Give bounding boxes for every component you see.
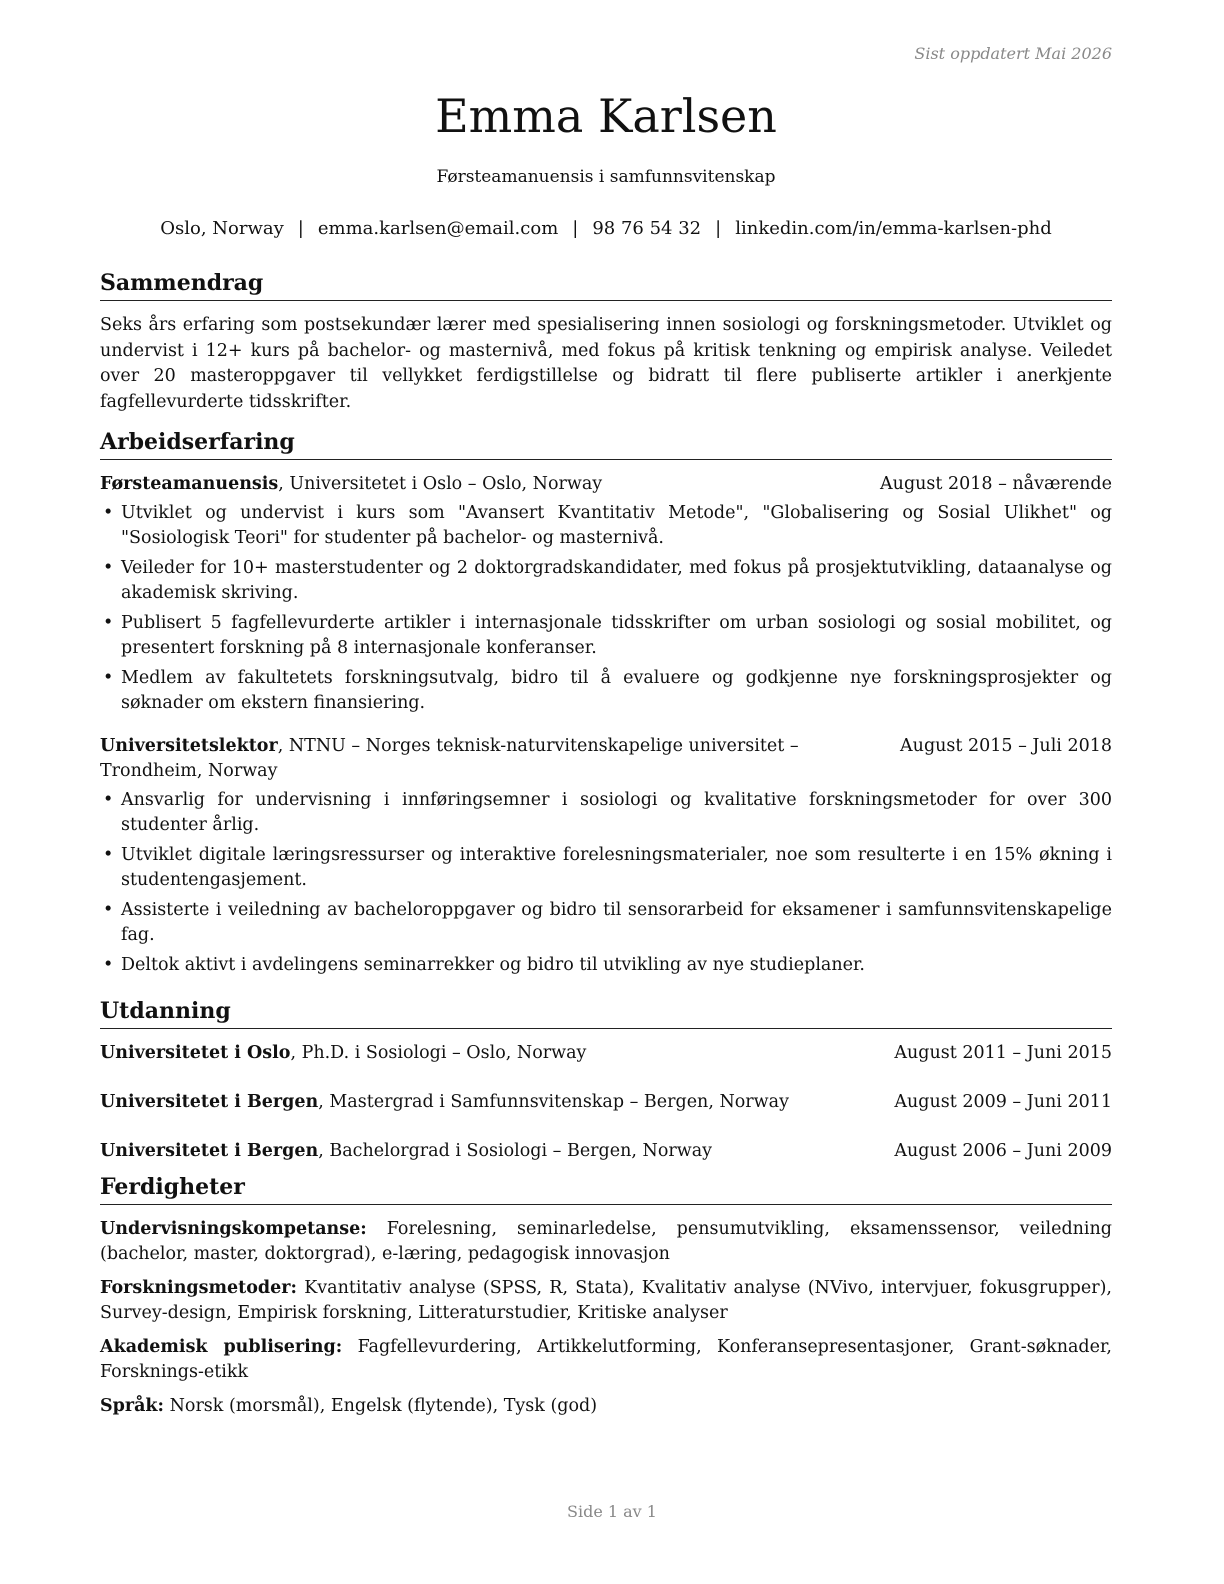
education-entry — [100, 1139, 1112, 1164]
job-entry — [100, 734, 1112, 978]
education-date: August 2006 – Juni 2009 — [894, 1141, 1112, 1161]
bullet-dot-icon: • — [103, 845, 114, 865]
contact-line — [100, 218, 1112, 239]
skill-label: Akademisk publisering: — [100, 1337, 343, 1357]
contact-phone: 98 76 54 32 — [592, 218, 702, 239]
page-number: Side 1 av 1 — [567, 1502, 657, 1521]
job-bullets — [100, 788, 1112, 978]
contact-separator: | — [572, 218, 579, 239]
job-date: August 2018 – nåværende — [880, 474, 1112, 494]
job-date: August 2015 – Juli 2018 — [900, 736, 1112, 756]
education-entry — [100, 1090, 1112, 1115]
bullet-text: Utviklet digitale læringsressurser og interaktive forelesningsmaterialer, noe som resulterte i en 15% økning i studentengasjement. — [121, 845, 1112, 890]
bullet-dot-icon: • — [103, 668, 114, 688]
bullet-text: Assisterte i veiledning av bacheloroppgaver og bidro til sensorarbeid for eksamener i samfunnsvitenskapelige fag. — [121, 900, 1112, 945]
skill-text: Forelesning, seminarledelse, pensumutvikling, eksamenssensor, veiledning (bachelor, master, doktorgrad), e-læring, pedagogisk innovasjon — [100, 1219, 1112, 1264]
skill-label: Undervisningskompetanse: — [100, 1219, 367, 1239]
bullet-text: Veileder for 10+ masterstudenter og 2 doktorgradskandidater, med fokus på prosjektutvikling, dataanalyse og akademisk skriving. — [121, 558, 1112, 603]
contact-separator: | — [297, 218, 304, 239]
education-school: Universitetet i Oslo — [100, 1043, 291, 1063]
candidate-title: Førsteamanuensis i samfunnsvitenskap — [436, 167, 776, 187]
skill-entry — [100, 1276, 1112, 1326]
last-updated: Sist oppdatert Mai 2026 — [914, 44, 1112, 63]
bullet-dot-icon: • — [103, 900, 114, 920]
summary-text: Seks års erfaring som postsekundær lærer med spesialisering innen sosiologi og forskningsmetoder. Utviklet og undervist i 12+ kurs på bachelor- og masternivå, med fokus på kritisk tenkning og empirisk analyse. Veiledet over 20 masteroppgaver til vellykket ferdigstillelse og bidratt til flere publiserte artikler i anerkjente fagfellevurderte tidsskrifter. — [100, 315, 1112, 412]
skill-text: Kvantitativ analyse (SPSS, R, Stata), Kvalitativ analyse (NVivo, intervjuer, fokusgrupper), Survey-design, Empirisk forskning, Litteraturstudier, Kritiske analyser — [100, 1278, 1112, 1323]
job-bullet — [100, 501, 1112, 551]
bullet-text: Medlem av fakultetets forskningsutvalg, bidro til å evaluere og godkjenne nye forskningsprosjekter og søknader om ekstern finansiering. — [121, 668, 1112, 713]
bullet-text: Deltok aktivt i avdelingens seminarrekker og bidro til utvikling av nye studieplaner. — [121, 955, 865, 975]
section-title-summary: Sammendrag — [100, 268, 1112, 301]
education-school: Universitetet i Bergen — [100, 1092, 319, 1112]
job-entry — [100, 472, 1112, 716]
job-bullet — [100, 666, 1112, 716]
job-role: Førsteamanuensis — [100, 474, 279, 494]
job-header — [100, 472, 1112, 497]
skill-text: Norsk (morsmål), Engelsk (flytende), Tysk (god) — [164, 1396, 598, 1416]
education-detail: , Ph.D. i Sosiologi – Oslo, Norway — [290, 1043, 587, 1063]
job-bullet — [100, 556, 1112, 606]
education-detail: , Mastergrad i Samfunnsvitenskap – Bergen, Norway — [318, 1092, 789, 1112]
skill-entry — [100, 1217, 1112, 1267]
bullet-dot-icon: • — [103, 558, 114, 578]
skill-text: Fagfellevurdering, Artikkelutforming, Konferansepresentasjoner, Grant-søknader, Forsknings-etikk — [100, 1337, 1112, 1382]
bullet-dot-icon: • — [103, 613, 114, 633]
section-title-education: Utdanning — [100, 996, 1112, 1029]
job-bullet — [100, 953, 1112, 978]
candidate-name: Emma Karlsen — [435, 89, 777, 143]
education-entry — [100, 1041, 1112, 1066]
job-role: Universitetslektor — [100, 736, 278, 756]
job-bullets — [100, 501, 1112, 716]
bullet-dot-icon: • — [103, 503, 114, 523]
skill-entry — [100, 1335, 1112, 1385]
skill-entry — [100, 1394, 1112, 1419]
contact-location: Oslo, Norway — [160, 218, 284, 239]
job-bullet — [100, 843, 1112, 893]
job-bullet — [100, 611, 1112, 661]
section-title-experience: Arbeidserfaring — [100, 427, 1112, 460]
bullet-text: Ansvarlig for undervisning i innføringsemner i sosiologi og kvalitative forskningsmetoder for over 300 studenter årlig. — [121, 790, 1112, 835]
education-date: August 2011 – Juni 2015 — [894, 1043, 1112, 1063]
education-school: Universitetet i Bergen — [100, 1141, 319, 1161]
contact-email[interactable]: emma.karlsen@email.com — [317, 218, 559, 239]
job-bullet — [100, 898, 1112, 948]
job-bullet — [100, 788, 1112, 838]
bullet-dot-icon: • — [103, 955, 114, 975]
education-detail: , Bachelorgrad i Sosiologi – Bergen, Norway — [318, 1141, 713, 1161]
skill-label: Forskningsmetoder: — [100, 1278, 297, 1298]
contact-linkedin[interactable]: linkedin.com/in/emma-karlsen-phd — [735, 218, 1052, 239]
resume-content — [100, 268, 1112, 1428]
bullet-text: Utviklet og undervist i kurs som "Avansert Kvantitativ Metode", "Globalisering og Sosial Ulikhet" og "Sosiologisk Teori" for studenter på bachelor- og masternivå. — [121, 503, 1112, 548]
job-org: , NTNU – Norges teknisk-naturvitenskapelige universitet – Trondheim, Norway — [100, 736, 799, 781]
skill-label: Språk: — [100, 1396, 165, 1416]
bullet-text: Publisert 5 fagfellevurderte artikler i internasjonale tidsskrifter om urban sosiologi og sosial mobilitet, og presentert forskning på 8 internasjonale konferanser. — [121, 613, 1112, 658]
section-title-skills: Ferdigheter — [100, 1172, 1112, 1205]
job-header — [100, 734, 1112, 784]
contact-separator: | — [715, 218, 722, 239]
job-org: , Universitetet i Oslo – Oslo, Norway — [278, 474, 603, 494]
bullet-dot-icon: • — [103, 790, 114, 810]
education-date: August 2009 – Juni 2011 — [894, 1092, 1112, 1112]
